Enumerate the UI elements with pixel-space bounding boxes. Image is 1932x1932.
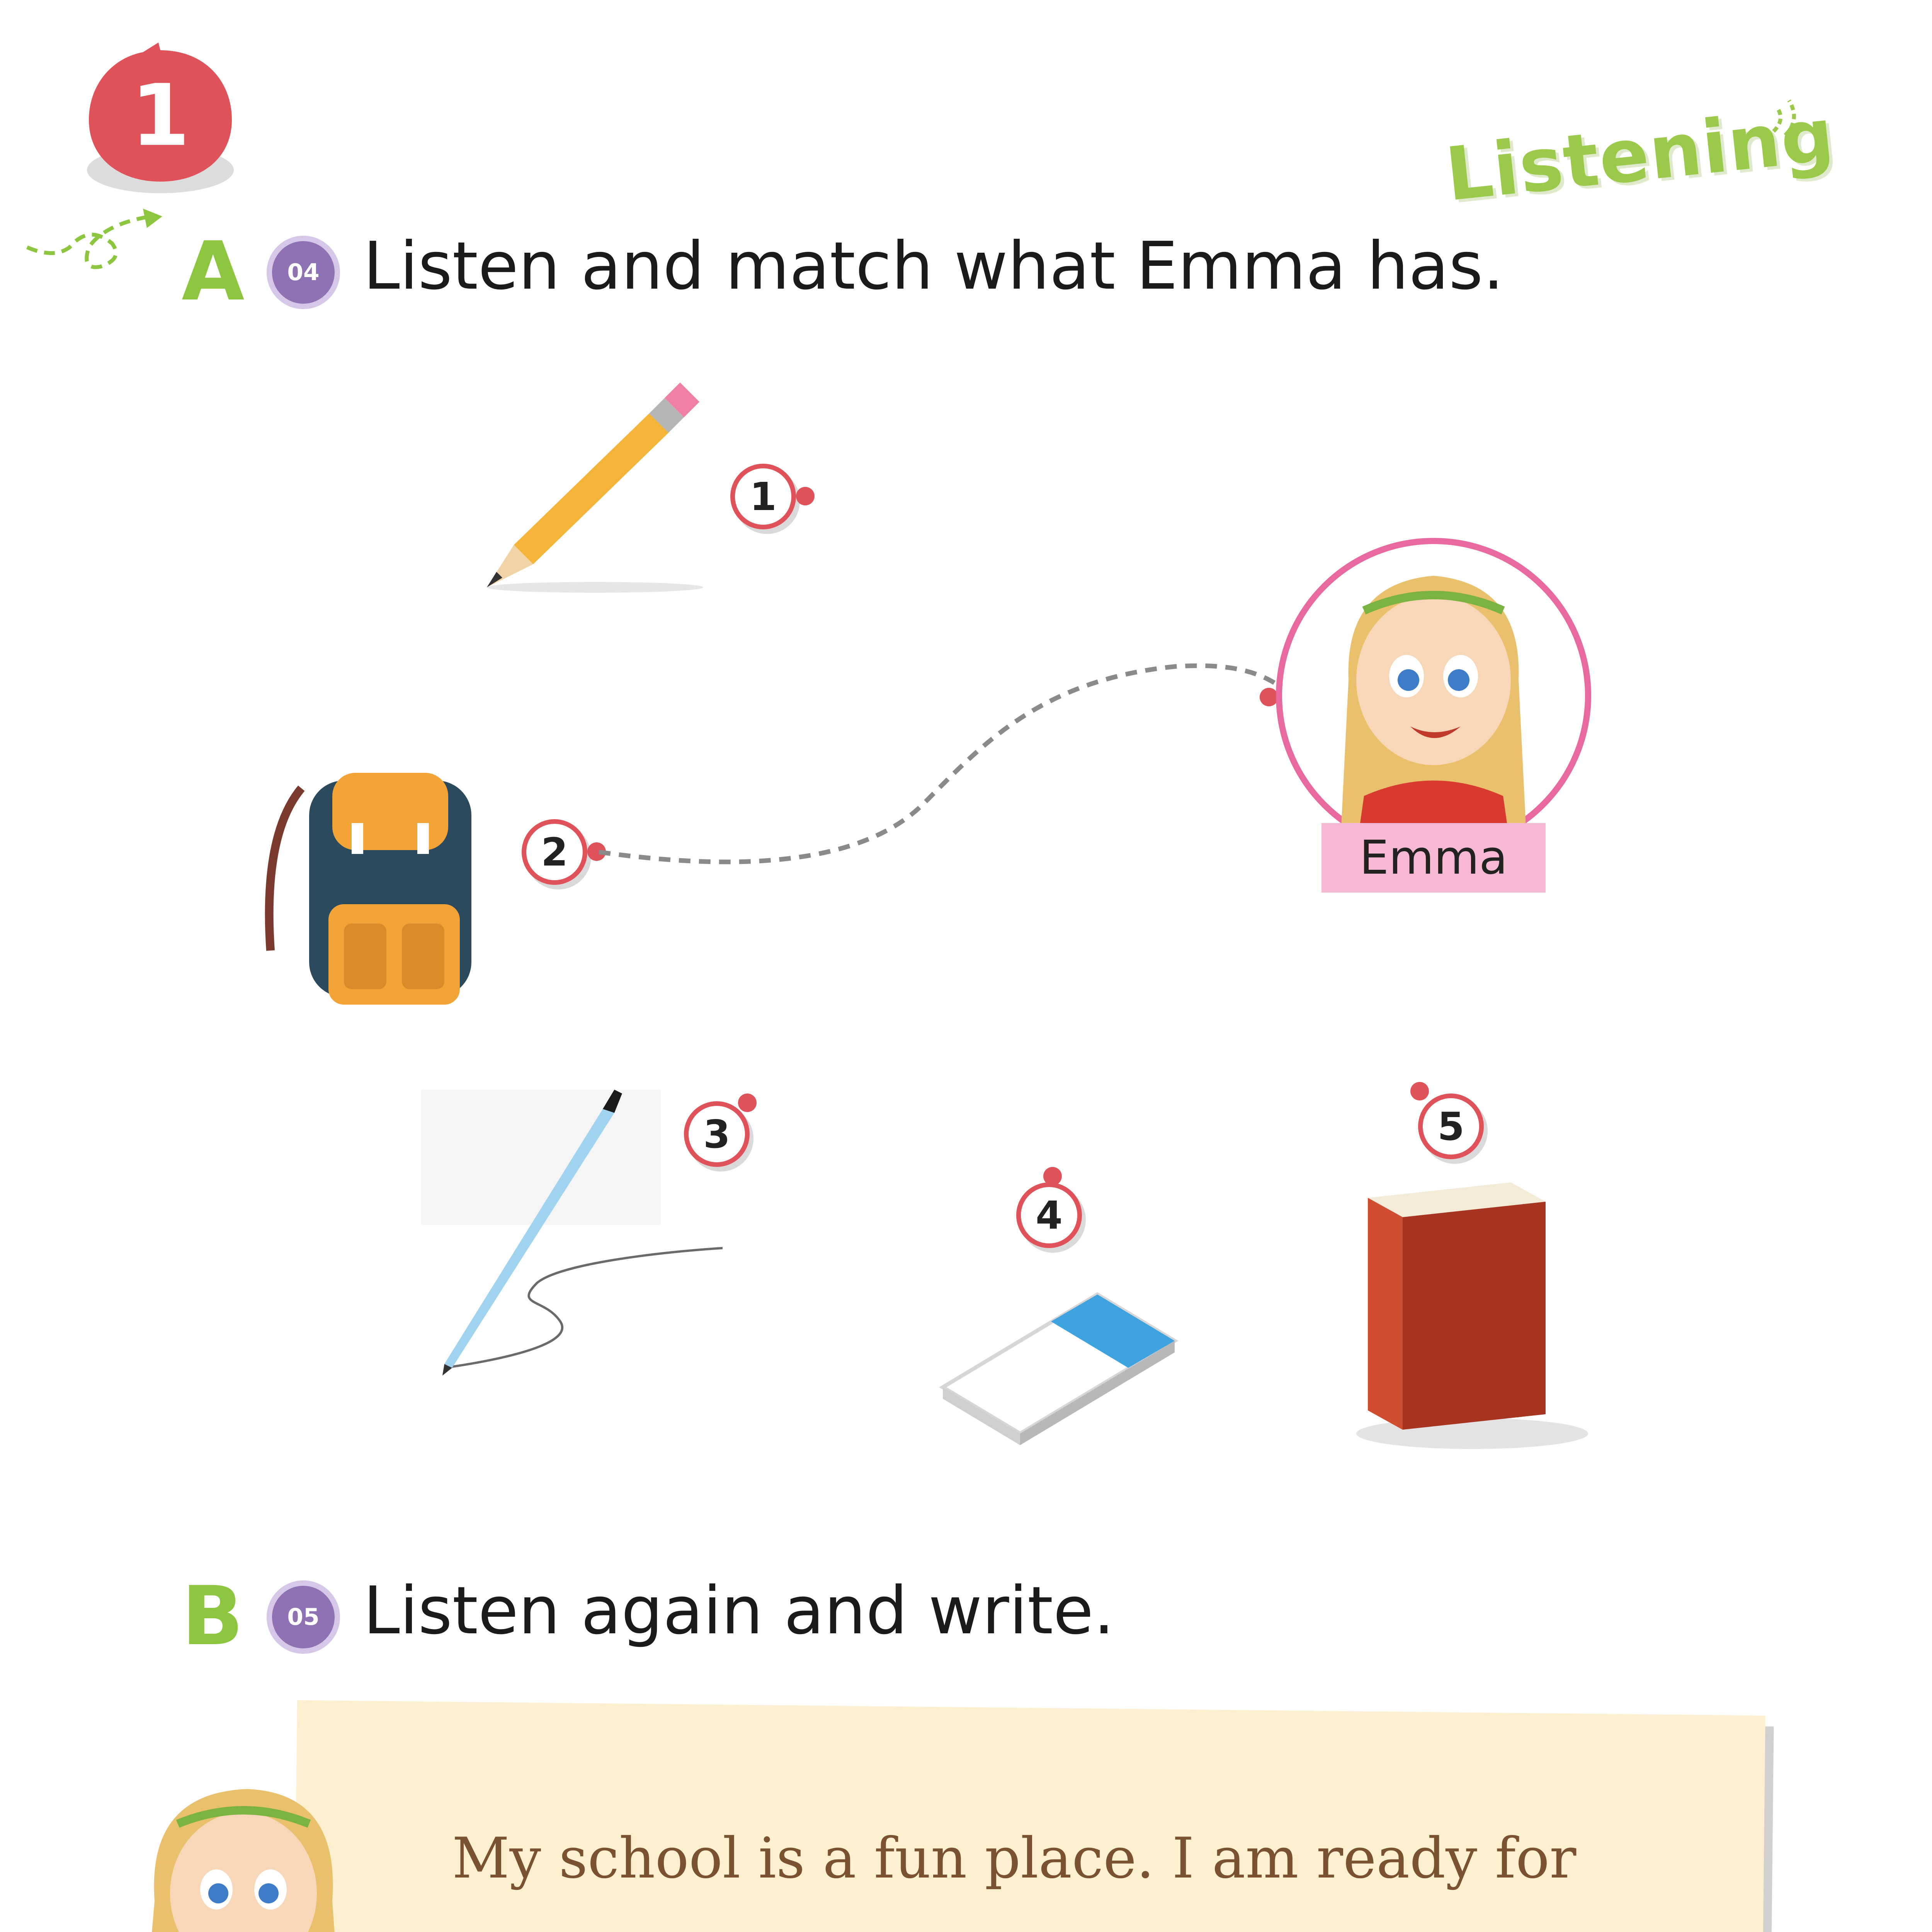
emma-figure bbox=[100, 1777, 394, 1932]
audio-track-05-button[interactable] bbox=[267, 1580, 340, 1654]
passage-line-1: My school is a fun place. I am ready for bbox=[452, 1826, 1577, 1891]
item-number-3: 3 bbox=[684, 1101, 750, 1167]
item-number-2: 2 bbox=[522, 819, 587, 885]
section-b-instruction: Listen again and write. bbox=[363, 1573, 1115, 1649]
pen-icon bbox=[421, 1090, 723, 1383]
section-a-instruction: Listen and match what Emma has. bbox=[363, 228, 1504, 304]
audio-track-04-button[interactable] bbox=[267, 236, 340, 309]
unit-number: 1 bbox=[131, 66, 190, 165]
emma-portrait bbox=[1271, 533, 1596, 858]
pencil-icon bbox=[456, 371, 734, 603]
item-number-1: 1 bbox=[730, 464, 796, 529]
sound-waves-icon bbox=[1762, 89, 1816, 143]
loop-arrow-icon bbox=[23, 201, 185, 278]
track-number: 05 bbox=[287, 1604, 320, 1631]
backpack-icon bbox=[255, 757, 495, 1020]
track-number: 04 bbox=[287, 259, 320, 286]
passage-text bbox=[452, 1801, 1689, 1932]
eraser-icon bbox=[935, 1260, 1182, 1453]
item-number-4: 4 bbox=[1016, 1182, 1082, 1248]
skill-label: Listening bbox=[1442, 92, 1838, 218]
item-number-5: 5 bbox=[1418, 1094, 1484, 1159]
section-b-letter: B bbox=[182, 1569, 244, 1663]
emma-label: Emma bbox=[1321, 823, 1546, 893]
match-dot-5[interactable] bbox=[1410, 1082, 1429, 1100]
unit-badge bbox=[81, 43, 240, 201]
match-dot-3[interactable] bbox=[738, 1094, 757, 1112]
book-icon bbox=[1345, 1175, 1592, 1453]
example-match-line bbox=[595, 657, 1291, 873]
match-dot-1[interactable] bbox=[796, 487, 815, 505]
section-a-letter: A bbox=[182, 224, 245, 319]
